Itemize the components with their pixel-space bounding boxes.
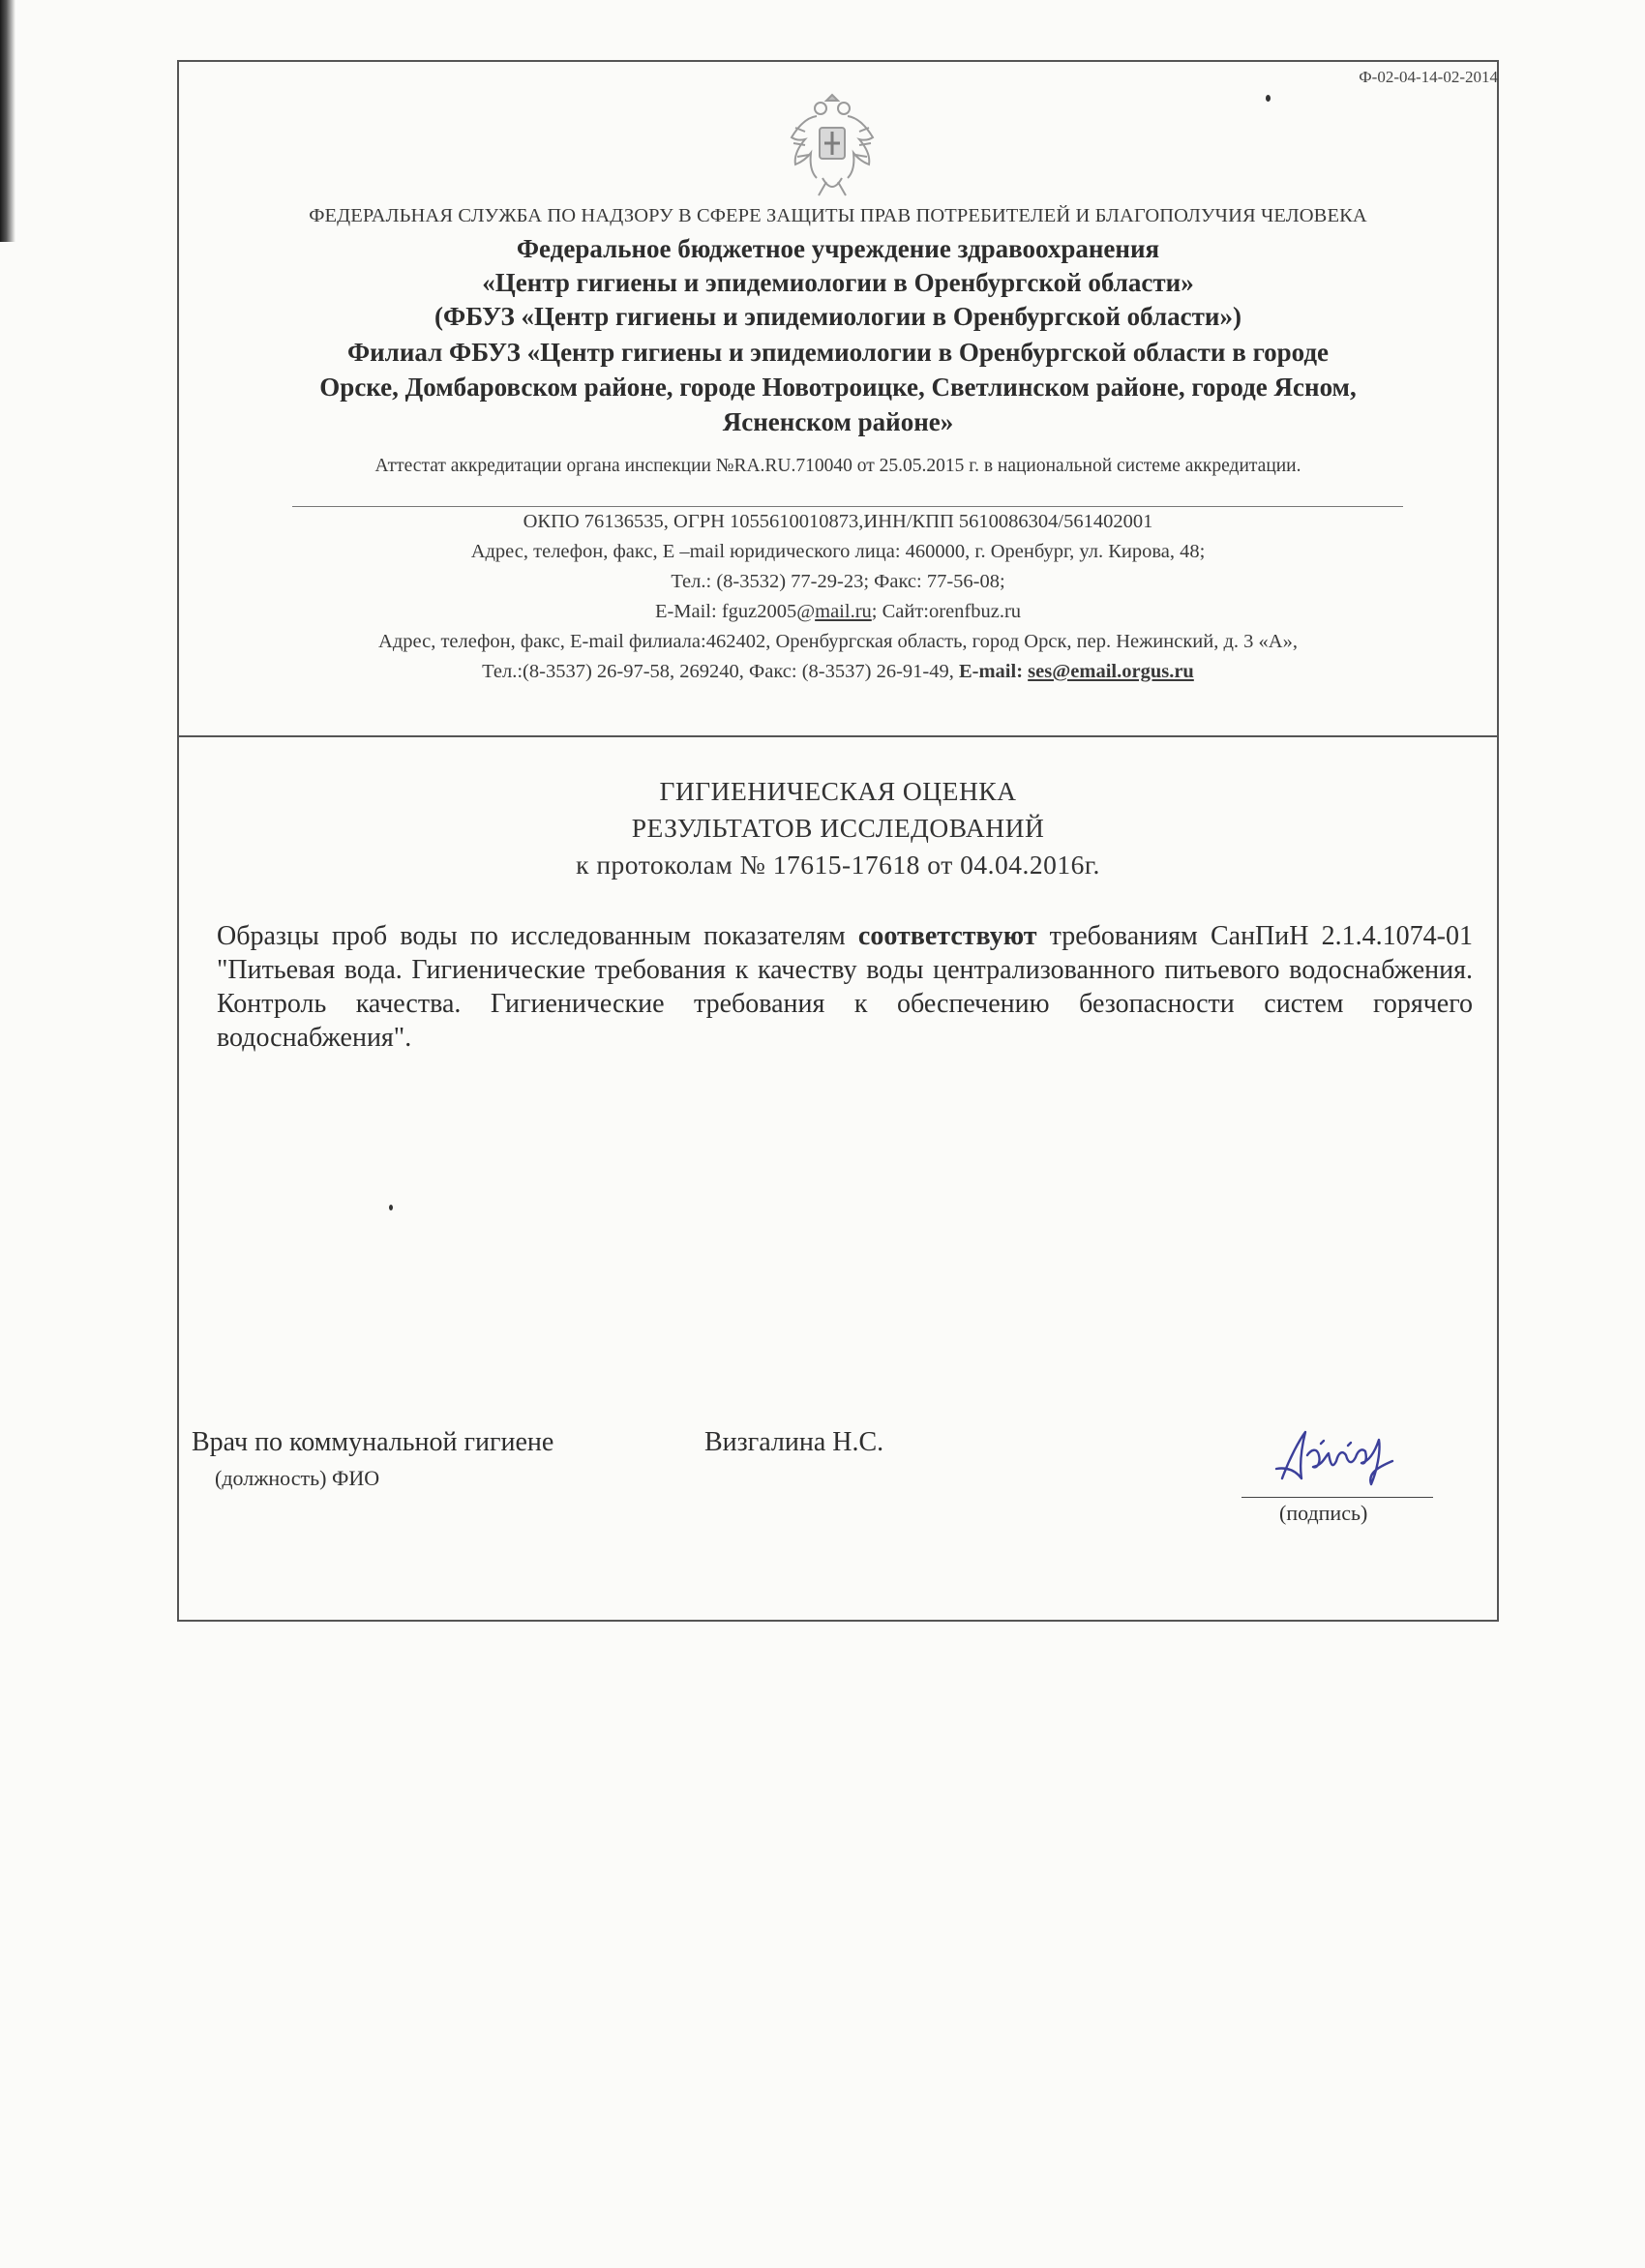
org-line-2: «Центр гигиены и эпидемиологии в Оренбургской области» — [482, 268, 1194, 297]
org-line-4: Филиал ФБУЗ «Центр гигиены и эпидемиологии в Оренбургской области в городе — [346, 338, 1330, 367]
org-line-1: Федеральное бюджетное учреждение здравоохранения — [516, 234, 1160, 263]
assessment-verdict: соответствуют — [857, 921, 1037, 951]
org-codes: ОКПО 76136535, ОГРН 1055610010873,ИНН/КПП 5610086304/561402001 — [523, 511, 1153, 532]
org-line-5: Орске, Домбаровском районе, городе Новотроицке, Светлинском районе, городе Ясном, — [319, 373, 1357, 402]
assessment-text-start: Образцы проб воды по исследованным показателям — [217, 921, 858, 951]
branch-address: Адрес, телефон, факс, E-mail филиала:462402, Оренбургская область, город Орск, пер. Нежинский, д. 3 «А», — [378, 631, 1298, 652]
legal-phone: Тел.: (8-3532) 77-29-23; Факс: 77-56-08; — [671, 571, 1005, 592]
scan-edge-shadow — [0, 0, 15, 242]
doc-title-line-1: ГИГИЕНИЧЕСКАЯ ОЦЕНКА — [659, 776, 1017, 806]
header-divider — [177, 735, 1499, 737]
scan-speck — [389, 1205, 393, 1210]
doc-title-line-3: к протоколам № 17615-17618 от 04.04.2016г. — [576, 850, 1100, 880]
site-text: ; Сайт:orenfbuz.ru — [871, 601, 1022, 622]
agency-name: ФЕДЕРАЛЬНАЯ СЛУЖБА ПО НАДЗОРУ В СФЕРЕ ЗАЩИТЫ ПРАВ ПОТРЕБИТЕЛЕЙ И БЛАГОПОЛУЧИЯ ЧЕЛОВЕКА — [309, 205, 1367, 226]
assessment-text — [217, 919, 1473, 1055]
email-domain-link[interactable]: mail.ru — [815, 601, 872, 622]
signature-line — [1241, 1497, 1433, 1498]
assessment-text-end: требованиям СанПиН 2.1.4.1074-01 "Питьевая вода. Гигиенические требования к качеству воды централизованного питьевого водоснабжения. Контроль качества. Гигиенические требования к обеспечению безопасности систем горячего водоснабжения". — [217, 921, 1473, 1053]
email-site-line — [177, 597, 1499, 628]
doc-title-line-2: РЕЗУЛЬТАТОВ ИССЛЕДОВАНИЙ — [631, 813, 1045, 843]
legal-address: Адрес, телефон, факс, Е –mail юридического лица: 460000, г. Оренбург, ул. Кирова, 48; — [470, 541, 1206, 562]
branch-phone: Тел.:(8-3537) 26-97-58, 269240, Факс: (8-3537) 26-91-49, — [482, 661, 959, 682]
scan-speck — [1266, 95, 1271, 102]
branch-phone-line — [177, 657, 1499, 688]
signer-position: Врач по коммунальной гигиене — [192, 1427, 554, 1457]
branch-email-link[interactable]: ses@email.orgus.ru — [1028, 661, 1194, 682]
coat-of-arms-icon — [784, 89, 881, 203]
form-code: Ф-02-04-14-02-2014 — [1359, 68, 1498, 86]
accreditation-text: Аттестат аккредитации органа инспекции №RA.RU.710040 от 25.05.2015 г. в национальной системе аккредитации. — [374, 456, 1301, 476]
branch-email-label: E-mail: — [958, 661, 1029, 682]
handwritten-signature — [1263, 1422, 1427, 1492]
email-prefix: E-Mail: fguz2005@ — [654, 601, 816, 622]
signature-label: (подпись) — [1279, 1501, 1368, 1525]
org-line-3: (ФБУЗ «Центр гигиены и эпидемиологии в Оренбургской области») — [434, 302, 1241, 331]
signer-name: Визгалина Н.С. — [704, 1427, 884, 1457]
signer-caption: (должность) ФИО — [215, 1466, 380, 1490]
org-line-6: Ясненском районе» — [722, 407, 954, 436]
